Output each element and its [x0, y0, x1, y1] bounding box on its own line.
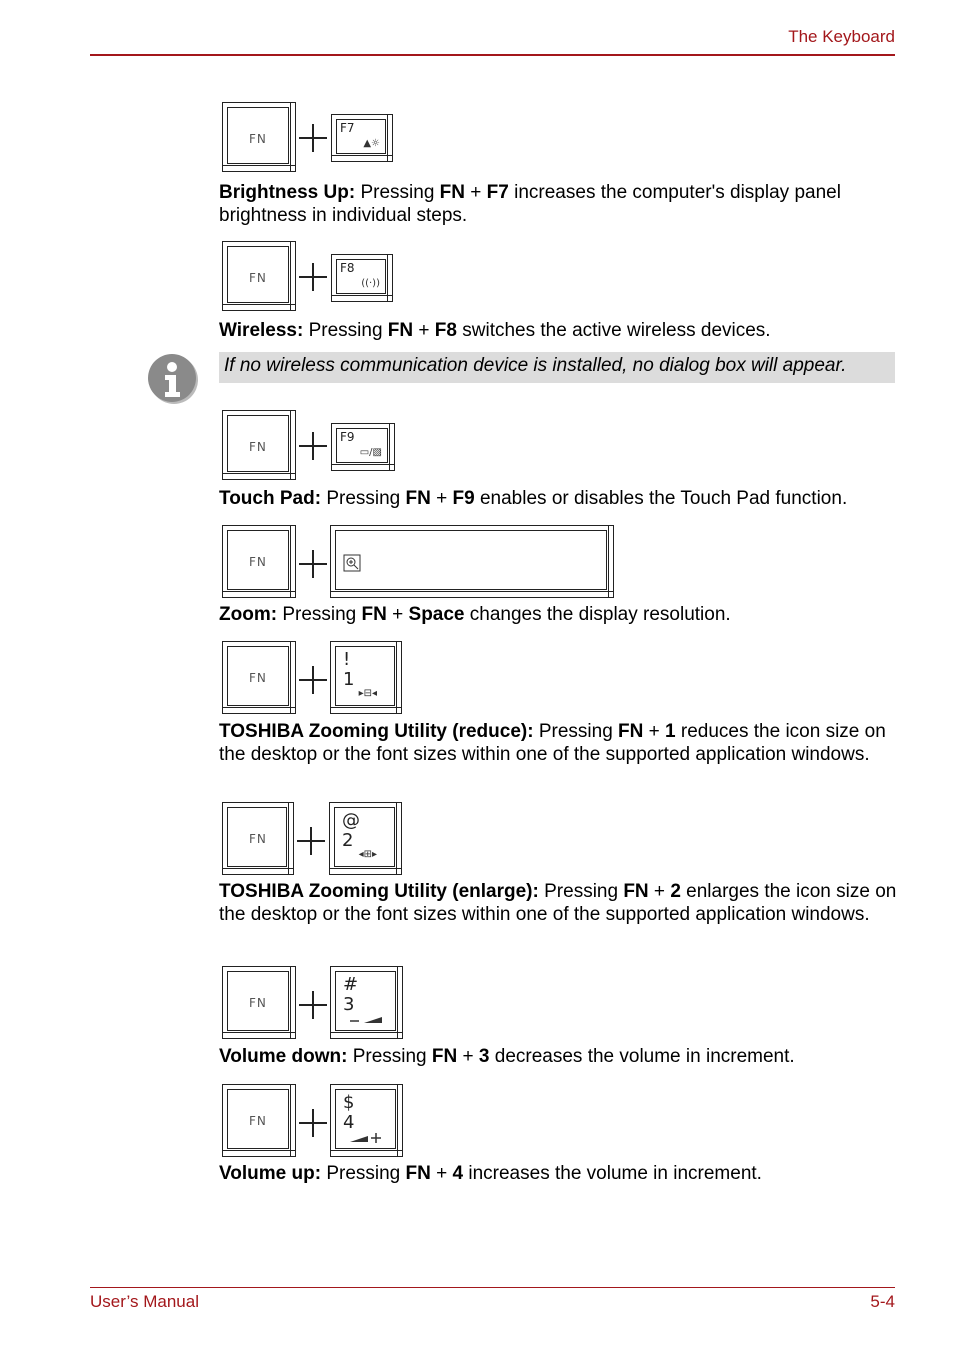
wireless-paragraph: Wireless: Pressing FN + F8 switches the active wireless devices.	[219, 320, 771, 341]
key-2: @ 2 ◂⊞▸	[329, 802, 402, 875]
plus-icon	[299, 666, 327, 694]
note-text: If no wireless communication device is installed, no dialog box will appear.	[224, 355, 847, 376]
header-rule	[90, 54, 895, 56]
note-box	[219, 352, 895, 383]
page-number: 5-4	[870, 1292, 895, 1311]
plus-icon	[299, 1109, 327, 1137]
f7-key: F7 ▲☼	[331, 114, 393, 162]
f9-key: F9 ▭/▧	[331, 423, 395, 471]
fn-key: FN	[222, 802, 294, 875]
f8-key: F8 ((·))	[331, 254, 393, 302]
fn-key: FN	[222, 525, 296, 598]
zoom-reduce-icon: ▸⊟◂	[358, 688, 377, 699]
fn-key: FN	[222, 241, 296, 311]
brightness-up-paragraph: Brightness Up: Pressing FN + F7 increases the computer's display panel brightness in individual steps.	[219, 182, 841, 226]
plus-icon	[299, 432, 327, 460]
footer-rule	[90, 1287, 895, 1288]
key-4: $ 4	[330, 1084, 403, 1157]
zoom-reduce-paragraph: TOSHIBA Zooming Utility (reduce): Pressing FN + 1 reduces the icon size on the desktop or the font sizes within one of the supported application windows.	[219, 721, 886, 765]
volume-up-paragraph: Volume up: Pressing FN + 4 increases the volume in increment.	[219, 1163, 762, 1184]
space-key	[330, 525, 614, 598]
fn-key: FN	[222, 966, 296, 1039]
fn-key: FN	[222, 102, 296, 172]
touchpad-paragraph: Touch Pad: Pressing FN + F9 enables or disables the Touch Pad function.	[219, 488, 848, 509]
plus-icon	[299, 263, 327, 291]
brightness-up-icon: ▲☼	[363, 138, 380, 149]
zoom-enlarge-icon: ◂⊞▸	[358, 849, 377, 860]
running-header: The Keyboard	[788, 27, 895, 46]
footer-manual-title: User’s Manual	[90, 1292, 199, 1311]
volume-down-icon	[350, 1014, 384, 1024]
plus-icon	[299, 550, 327, 578]
fn-key: FN	[222, 1084, 296, 1157]
key-1: ! 1 ▸⊟◂	[330, 641, 402, 714]
zoom-enlarge-paragraph: TOSHIBA Zooming Utility (enlarge): Pressing FN + 2 enlarges the icon size on the desktop or the font sizes within one of the supported application windows.	[219, 881, 897, 925]
touchpad-icon: ▭/▧	[359, 447, 382, 458]
zoom-paragraph: Zoom: Pressing FN + Space changes the display resolution.	[219, 604, 731, 625]
volume-down-paragraph: Volume down: Pressing FN + 3 decreases the volume in increment.	[219, 1046, 795, 1067]
plus-icon	[299, 124, 327, 152]
key-3: # 3	[330, 966, 403, 1039]
fn-key: FN	[222, 410, 296, 480]
plus-icon	[297, 827, 325, 855]
info-icon	[148, 354, 200, 406]
plus-icon	[299, 991, 327, 1019]
wireless-icon: ((·))	[361, 278, 380, 289]
fn-key: FN	[222, 641, 296, 714]
volume-up-icon	[350, 1130, 384, 1144]
zoom-icon	[343, 554, 361, 572]
